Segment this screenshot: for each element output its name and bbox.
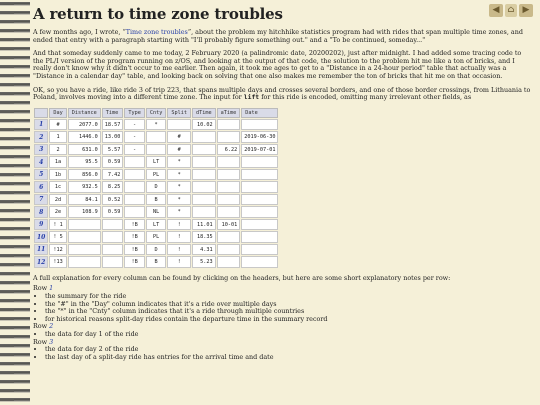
table-cell <box>241 256 278 268</box>
note-row-number: 1 <box>49 284 54 293</box>
column-header[interactable]: Distance <box>68 108 101 118</box>
table-cell <box>68 256 101 268</box>
note-list <box>45 346 533 361</box>
home-icon[interactable]: ⌂ <box>505 4 517 17</box>
table-cell: 1b <box>49 169 66 181</box>
table-cell <box>68 244 101 256</box>
column-header[interactable]: aTime <box>217 108 241 118</box>
p1-text-b: ”, about the problem my hitchhike statistics program had with rides that span multiple time zones, and ended that entry with a paragraph starting with "I'll probably figure something out." and a "To be continued, someday..." <box>33 28 523 44</box>
table-cell: ! 5 <box>49 231 66 243</box>
table-cell <box>241 206 278 218</box>
table-cell: 95.5 <box>68 156 101 168</box>
table-cell: ! 1 <box>49 219 66 231</box>
table-cell: 2d <box>49 194 66 206</box>
row-number: 3 <box>34 144 48 156</box>
row-number: 12 <box>34 256 48 268</box>
note-list <box>45 293 533 323</box>
table-cell <box>102 244 124 256</box>
table-cell: !B <box>124 219 145 231</box>
table-row <box>34 206 278 218</box>
list-item: • the summary for the ride <box>45 293 533 301</box>
row-number: 4 <box>34 156 48 168</box>
table-cell <box>192 131 216 143</box>
row-number: 7 <box>34 194 48 206</box>
table-cell: # <box>49 119 66 131</box>
table-cell: 1c <box>49 181 66 193</box>
next-arrow-icon[interactable]: ▶ <box>519 4 533 17</box>
table-cell <box>192 156 216 168</box>
table-cell <box>124 194 145 206</box>
table-cell: * <box>146 119 167 131</box>
table-cell: D <box>146 181 167 193</box>
table-cell: * <box>167 194 191 206</box>
table-cell: 2019-06-30 <box>241 131 278 143</box>
table-cell: PL <box>146 231 167 243</box>
table-cell <box>124 181 145 193</box>
table-cell <box>124 206 145 218</box>
table-cell <box>217 256 241 268</box>
table-cell: 11.01 <box>192 219 216 231</box>
table-cell: 10-01 <box>217 219 241 231</box>
article <box>33 0 533 361</box>
table-cell: NL <box>146 206 167 218</box>
table-cell: 5.57 <box>102 144 124 156</box>
table-cell <box>217 231 241 243</box>
table-cell <box>217 181 241 193</box>
ride-table <box>33 107 279 269</box>
p1-text-a: A few months ago, I wrote, “ <box>33 28 126 36</box>
column-header[interactable]: Cnty <box>146 108 167 118</box>
after-table-text: A full explanation for every column can be found by clicking on the headers, but here are some short explanatory notes per row: <box>33 273 451 282</box>
table-cell: ! <box>167 256 191 268</box>
note-row-number: 3 <box>49 337 54 346</box>
list-item: • the "*" in the "Cnty" column indicates that it's a ride through multiple countries <box>45 308 533 316</box>
table-cell <box>192 144 216 156</box>
table-cell: 5.23 <box>192 256 216 268</box>
column-header[interactable]: Type <box>124 108 145 118</box>
table-cell: - <box>124 131 145 143</box>
row-number: 11 <box>34 244 48 256</box>
table-cell <box>102 219 124 231</box>
table-row <box>34 219 278 231</box>
table-cell: B <box>146 194 167 206</box>
table-row <box>34 256 278 268</box>
table-cell <box>146 144 167 156</box>
table-cell: 0.52 <box>102 194 124 206</box>
table-cell: !B <box>124 244 145 256</box>
column-header[interactable]: dTime <box>192 108 216 118</box>
table-cell: 13.00 <box>102 131 124 143</box>
table-cell: 18.35 <box>192 231 216 243</box>
table-cell <box>241 219 278 231</box>
column-header[interactable]: Day <box>49 108 66 118</box>
table-cell <box>217 169 241 181</box>
table-cell <box>68 219 101 231</box>
table-header-row <box>34 108 278 118</box>
note-row-number: 2 <box>49 322 54 331</box>
table-cell: * <box>167 181 191 193</box>
table-body <box>34 119 278 268</box>
table-cell: 7.42 <box>102 169 124 181</box>
list-item: • for historical reasons split-day rides contain the departure time in the summary record <box>45 316 533 324</box>
row-number: 6 <box>34 181 48 193</box>
table-cell <box>241 194 278 206</box>
prev-arrow-icon[interactable]: ◀ <box>489 4 503 17</box>
table-cell: 1a <box>49 156 66 168</box>
table-cell <box>192 181 216 193</box>
row-number: 8 <box>34 206 48 218</box>
table-row <box>34 169 278 181</box>
table-cell: 0.59 <box>102 206 124 218</box>
p3-text-a: OK, so you have a ride, like ride 3 of trip 223, that spans multiple days and crosses several borders, and one of those border crossings, from Lithuania to Poland, involves moving into a different time zone. The input for <box>33 85 531 102</box>
table-cell: 2e <box>49 206 66 218</box>
table-cell <box>192 206 216 218</box>
table-cell: 1446.0 <box>68 131 101 143</box>
table-cell: 18.57 <box>102 119 124 131</box>
table-cell: # <box>167 144 191 156</box>
table-row <box>34 156 278 168</box>
table-cell: # <box>167 131 191 143</box>
table-cell: - <box>124 144 145 156</box>
column-header[interactable]: Time <box>102 108 124 118</box>
table-cell: !B <box>124 231 145 243</box>
table-cell: 10.02 <box>192 119 216 131</box>
table-cell <box>167 119 191 131</box>
table-cell: * <box>167 169 191 181</box>
table-cell <box>124 169 145 181</box>
row-number: 2 <box>34 131 48 143</box>
table-cell: ! <box>167 219 191 231</box>
table-cell: 108.9 <box>68 206 101 218</box>
page-title: A return to time zone troubles <box>33 5 283 23</box>
time-zone-troubles-link[interactable]: Time zone troubles <box>125 28 188 36</box>
table-cell: B <box>146 256 167 268</box>
row-number: 9 <box>34 219 48 231</box>
column-header[interactable]: Split <box>167 108 191 118</box>
intro-paragraph-1 <box>33 29 533 44</box>
list-item: • the last day of a split-day ride has entries for the arrival time and date <box>45 354 533 362</box>
table-cell: PL <box>146 169 167 181</box>
table-cell <box>217 156 241 168</box>
table-cell: 932.5 <box>68 181 101 193</box>
table-row <box>34 119 278 131</box>
row-number: 1 <box>34 119 48 131</box>
table-cell: LT <box>146 219 167 231</box>
note-list <box>45 331 533 339</box>
table-cell: !12 <box>49 244 66 256</box>
spiral-binding <box>0 0 30 405</box>
table-cell: LT <box>146 156 167 168</box>
intro-paragraph-2: And that someday suddenly came to me today, 2 February 2020 (a palindromic date, 20200202), just after midnight. I had added some tracing code to the PL/I version of the program running on z/OS, and looking at the output of that code, the solution to the problem hit me like a ton of bricks, and I really don't know why it didn't occur to me earlier. Then again, it took me ages to get to a "Distance in a 24-hour period" table that actually was a "Distance in a calendar day" table, and looking back on solving that one also makes me remember the ton of bricks that hit me on that occasion. <box>33 49 522 80</box>
column-header[interactable]: Date <box>241 108 278 118</box>
table-cell <box>241 156 278 168</box>
row-number: 10 <box>34 231 48 243</box>
lift-code: lift <box>243 93 260 102</box>
note-label: Row <box>33 337 50 346</box>
table-cell <box>124 156 145 168</box>
p3-text-b: for this ride is encoded, omitting many irrelevant other fields, as <box>259 93 472 102</box>
table-cell <box>192 194 216 206</box>
table-cell <box>241 119 278 131</box>
table-cell: 8.25 <box>102 181 124 193</box>
table-cell <box>102 231 124 243</box>
table-cell <box>217 244 241 256</box>
table-cell: !B <box>124 256 145 268</box>
list-item: • the "#" in the "Day" column indicates that it's a ride over multiple days <box>45 301 533 309</box>
list-item: • the data for day 1 of the ride <box>45 331 533 339</box>
table-row <box>34 144 278 156</box>
table-cell <box>241 181 278 193</box>
table-cell: * <box>167 206 191 218</box>
table-cell: - <box>124 119 145 131</box>
table-cell: 2 <box>49 144 66 156</box>
table-row <box>34 194 278 206</box>
table-cell: 1 <box>49 131 66 143</box>
row-number: 5 <box>34 169 48 181</box>
table-cell <box>146 131 167 143</box>
table-cell: 631.0 <box>68 144 101 156</box>
table-cell: !13 <box>49 256 66 268</box>
table-row <box>34 244 278 256</box>
table-row <box>34 181 278 193</box>
table-row <box>34 131 278 143</box>
table-cell: 2077.0 <box>68 119 101 131</box>
table-cell: 856.0 <box>68 169 101 181</box>
table-cell <box>217 119 241 131</box>
table-cell <box>102 256 124 268</box>
row-notes <box>33 285 533 361</box>
table-cell: ! <box>167 231 191 243</box>
table-cell: * <box>167 156 191 168</box>
table-cell: 0.59 <box>102 156 124 168</box>
table-cell: ! <box>167 244 191 256</box>
corner-header <box>34 108 48 118</box>
note-label: Row <box>33 284 50 293</box>
intro-paragraph-3 <box>33 87 533 102</box>
table-cell: 84.1 <box>68 194 101 206</box>
table-cell <box>241 231 278 243</box>
table-cell <box>192 169 216 181</box>
table-cell: 2019-07-01 <box>241 144 278 156</box>
table-row <box>34 231 278 243</box>
table-cell <box>68 231 101 243</box>
table-cell: 4.31 <box>192 244 216 256</box>
table-cell: D <box>146 244 167 256</box>
list-item: • the data for day 2 of the ride <box>45 346 533 354</box>
note-label: Row <box>33 322 50 331</box>
table-cell <box>217 131 241 143</box>
table-cell <box>217 194 241 206</box>
table-cell <box>217 206 241 218</box>
table-cell <box>241 244 278 256</box>
table-cell <box>241 169 278 181</box>
table-cell: 6.22 <box>217 144 241 156</box>
page-nav <box>489 4 533 17</box>
